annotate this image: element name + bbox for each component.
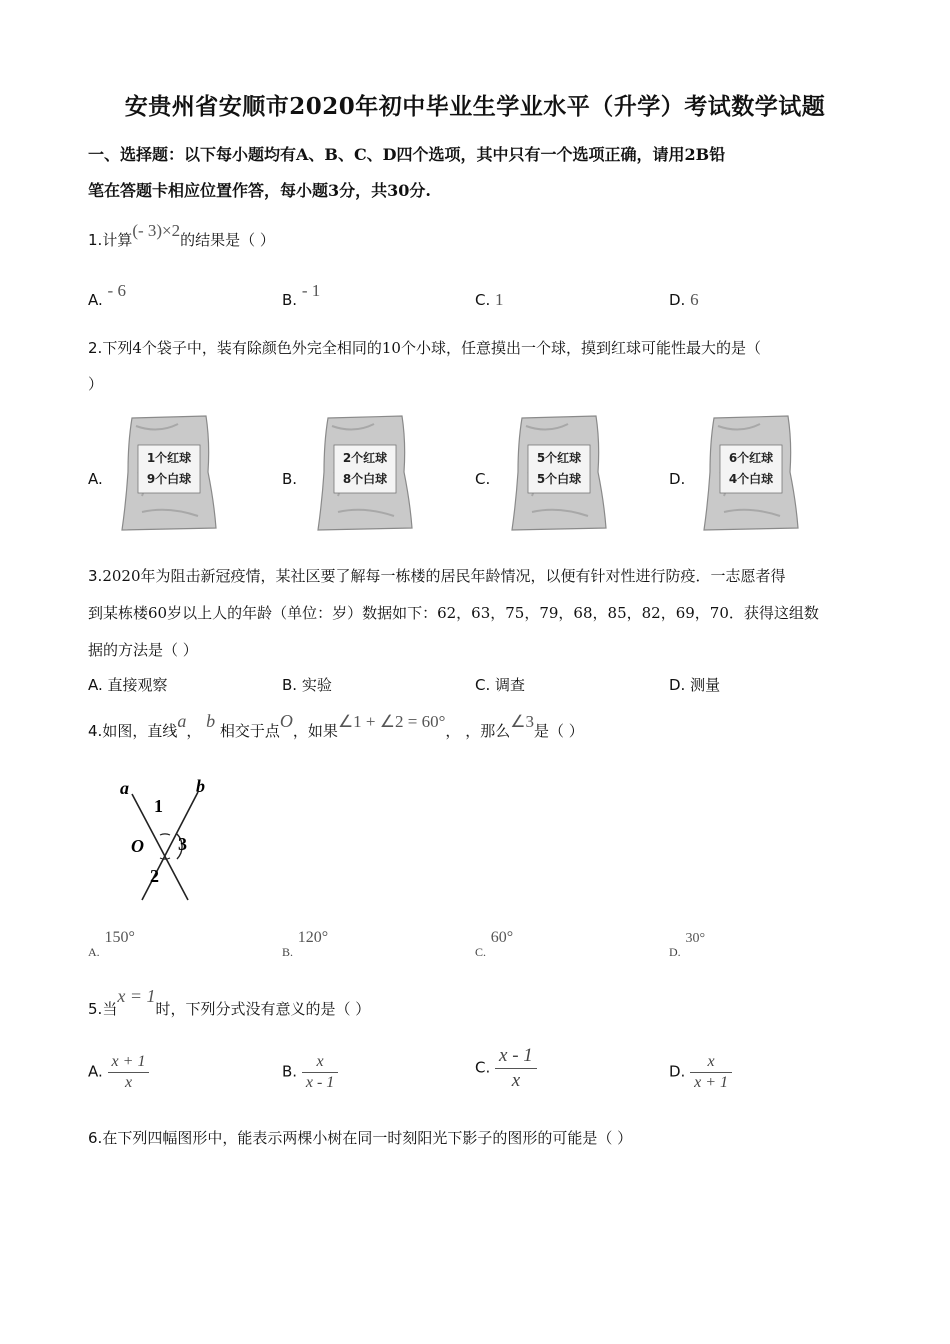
option-value: 120° <box>297 929 329 946</box>
question-text: 2020年为阻击新冠疫情，某社区要了解每一栋楼的居民年龄情况，以便有针对性进行防疫．一志愿者得 <box>102 567 786 585</box>
q3-option-a[interactable]: A. 直接观察 <box>88 676 168 694</box>
line-a-symbol: a <box>177 711 187 731</box>
q3-option-b[interactable]: B. 实验 <box>282 676 332 694</box>
question-text: 的结果是（ ） <box>180 231 275 249</box>
question-2-cont: ） <box>88 375 104 393</box>
option-value: 30° <box>685 931 706 946</box>
page-title: 安贵州省安顺市2020年初中毕业生学业水平（升学）考试数学试题 <box>124 93 826 120</box>
fraction: $\frac{x}{x - 1}$ <box>302 1052 338 1093</box>
red-ball-count: 2个红球 <box>342 451 388 465</box>
q3-option-c[interactable]: C. 调查 <box>475 676 526 694</box>
point-o-symbol: O <box>279 711 293 731</box>
question-1 <box>88 221 275 250</box>
q5-option-b[interactable]: B. $\frac{x}{x - 1}$ <box>282 1052 338 1093</box>
intersecting-lines-figure <box>110 770 220 910</box>
q2-option-a-label[interactable]: A. <box>88 470 103 488</box>
option-value: 1 <box>495 290 504 309</box>
question-text: 计算 <box>102 231 133 249</box>
math-expression: (- 3)×2 <box>132 221 181 240</box>
option-value: - 1 <box>301 281 321 300</box>
question-text: 到某栋楼60岁以上人的年龄（单位：岁）数据如下：62，63，75，79，68，85，82，69，70．获得这组数 <box>88 604 819 622</box>
q5-option-c[interactable]: C. $\frac{x - 1}{x}$ <box>475 1044 537 1093</box>
question-text: 在下列四幅图形中，能表示两棵小树在同一时刻阳光下影子的图形的可能是（ ） <box>102 1129 633 1147</box>
section-line-2: 笔在答题卡相应位置作答，每小题3分，共30分. <box>88 181 431 200</box>
option-value: - 6 <box>107 281 126 300</box>
white-ball-count: 8个白球 <box>342 472 388 486</box>
white-ball-count: 9个白球 <box>146 472 192 486</box>
q2-option-c-label[interactable]: C. <box>475 470 491 488</box>
angle-condition: ∠1 + ∠2 = 60° <box>337 712 446 731</box>
q4-option-d[interactable]: $_{D.}$ 30° <box>669 931 706 959</box>
question-number: 1. <box>88 231 103 249</box>
section-line-1: 一、选择题：以下每小题均有A、B、C、D四个选项，其中只有一个选项正确，请用2B铅 <box>88 145 726 164</box>
question-number: 2. <box>88 339 103 357</box>
angle-1-arc <box>160 834 170 835</box>
q4-option-b[interactable]: $_{B.}$ 120° <box>282 929 329 959</box>
q2-option-b-label[interactable]: B. <box>282 470 298 488</box>
label-a: a <box>120 778 129 798</box>
fraction: $\frac{x + 1}{x}$ <box>108 1052 150 1093</box>
question-3 <box>88 558 868 669</box>
q1-option-a[interactable]: A. - 6 <box>88 281 126 309</box>
q2-option-a-bag[interactable] <box>118 412 218 538</box>
label-1: 1 <box>154 796 163 816</box>
q3-option-d[interactable]: D. 测量 <box>669 676 721 694</box>
red-ball-count: 1个红球 <box>146 451 192 465</box>
q1-option-d[interactable]: D. 6 <box>669 290 699 309</box>
option-value: 实验 <box>301 676 332 694</box>
q2-option-d-bag[interactable] <box>700 412 800 538</box>
q1-option-c[interactable]: C. 1 <box>475 290 504 309</box>
question-text: 下列4个袋子中，装有除颜色外完全相同的10个小球，任意摸出一个球，摸到红球可能性最大的是（ <box>102 339 761 357</box>
line-b-symbol: b <box>206 711 216 731</box>
q5-option-d[interactable]: D. $\frac{x}{x + 1}$ <box>669 1052 732 1093</box>
angle-3-symbol: ∠3 <box>510 712 534 731</box>
q4-option-c[interactable]: $_{C.}$ 60° <box>475 929 514 959</box>
q4-option-a[interactable]: $_{A.}$ 150° <box>88 929 135 959</box>
condition: x = 1 <box>117 986 156 1006</box>
white-ball-count: 5个白球 <box>536 472 582 486</box>
question-number: 5. <box>88 1000 103 1018</box>
q5-option-a[interactable]: A. $\frac{x + 1}{x}$ <box>88 1052 149 1093</box>
label-3: 3 <box>178 834 187 854</box>
question-6 <box>88 1128 632 1148</box>
q2-option-c-bag[interactable] <box>508 412 608 538</box>
question-number: 4. <box>88 722 103 740</box>
red-ball-count: 5个红球 <box>536 451 582 465</box>
red-ball-count: 6个红球 <box>728 451 774 465</box>
question-number: 3. <box>88 567 103 585</box>
label-b: b <box>196 776 205 796</box>
option-value: 150° <box>104 929 135 946</box>
fraction: $\frac{x}{x + 1}$ <box>690 1052 732 1093</box>
fraction: $\frac{x - 1}{x}$ <box>495 1044 537 1093</box>
label-2: 2 <box>150 866 159 886</box>
option-value: 直接观察 <box>107 676 168 694</box>
label-o: O <box>131 836 144 856</box>
question-2 <box>88 338 761 358</box>
section-instructions <box>88 137 878 209</box>
option-value: 调查 <box>495 676 526 694</box>
q2-option-b-bag[interactable] <box>314 412 414 538</box>
question-4: 4.如图，直线a， b 相交于点O，如果∠1 + ∠2 = 60°， ，那么∠3是（ ） <box>88 711 584 740</box>
option-value: 6 <box>690 290 699 309</box>
white-ball-count: 4个白球 <box>728 472 774 486</box>
q2-option-d-label[interactable]: D. <box>669 470 686 488</box>
option-value: 60° <box>490 929 514 946</box>
option-value: 测量 <box>690 676 721 694</box>
question-number: 6. <box>88 1129 103 1147</box>
question-text: 据的方法是（ ） <box>88 641 198 659</box>
question-5: 5.当x = 1时，下列分式没有意义的是（ ） <box>88 986 371 1018</box>
q1-option-b[interactable]: B. - 1 <box>282 281 321 309</box>
